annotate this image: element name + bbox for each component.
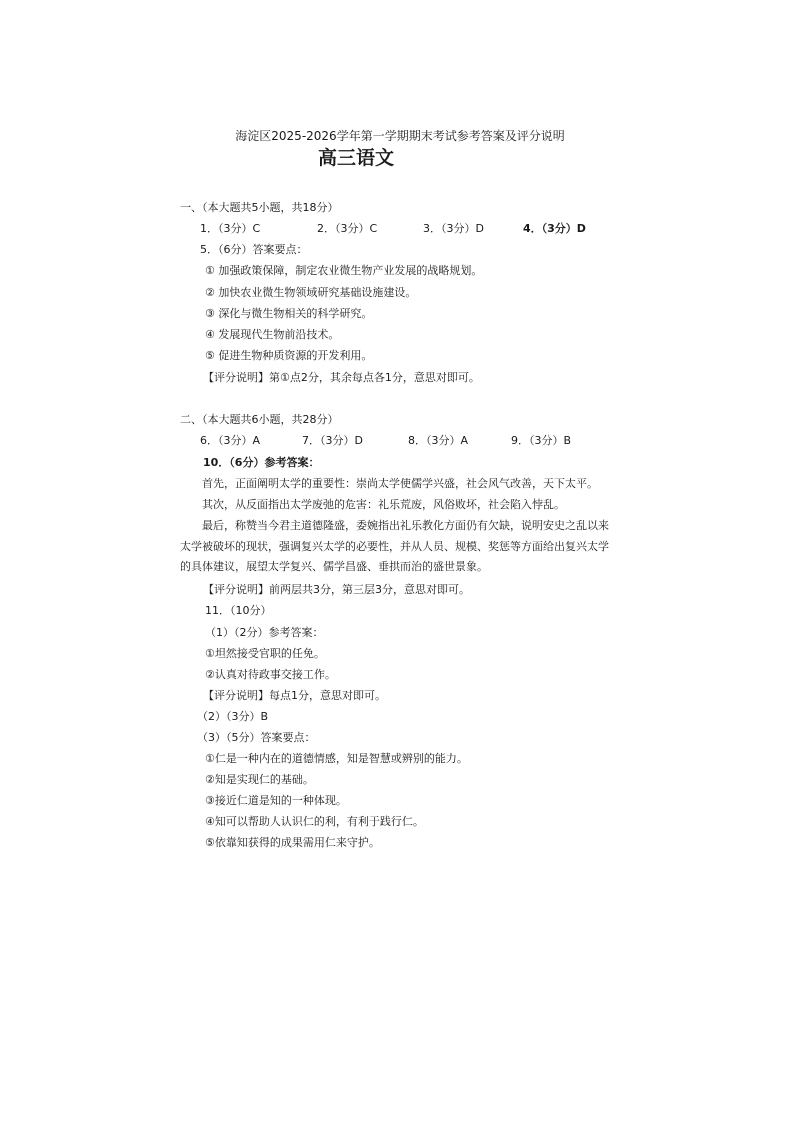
q10-paragraph: 最后，称赞当今君主道德隆盛，委婉指出礼乐教化方面仍有欠缺，说明安史之乱以来太学被破坏的现状，强调复兴太学的必要性，并从人员、规模、奖惩等方面给出复兴太学的具体建议，展望太学复兴、儒学昌盛、垂拱而治的盛世景象。 bbox=[180, 519, 609, 573]
q11-2-answer: （2）（3分）B bbox=[197, 710, 269, 723]
q11-1-scoring-note: 【评分说明】每点1分，意思对即可。 bbox=[203, 689, 386, 702]
q11-3-point-5: ⑤依靠知获得的成果需用仁来守护。 bbox=[205, 836, 380, 849]
document-title: 海淀区2025-2026学年第一学期期末考试参考答案及评分说明 bbox=[235, 129, 565, 143]
q11-1-point-1: ①坦然接受官职的任免。 bbox=[205, 647, 325, 660]
answer-q9: 9．（3分）B bbox=[511, 434, 572, 447]
q10-scoring-note: 【评分说明】前两层共3分，第三层3分，意思对即可。 bbox=[203, 583, 470, 596]
q5-point-4: ④ 发展现代生物前沿技术。 bbox=[205, 328, 340, 341]
q5-point-5: ⑤ 促进生物种质资源的开发利用。 bbox=[205, 349, 373, 362]
q11-3-point-3: ③接近仁道是知的一种体现。 bbox=[205, 794, 347, 807]
q5-heading: 5．（6分）答案要点： bbox=[200, 243, 308, 256]
answer-q7: 7．（3分）D bbox=[302, 434, 363, 447]
q11-3-heading: （3）（5分）答案要点： bbox=[197, 731, 316, 744]
q11-heading: 11．（10分） bbox=[205, 604, 272, 617]
answer-q8: 8．（3分）A bbox=[408, 434, 469, 447]
answer-q2: 2．（3分）C bbox=[317, 222, 378, 235]
answer-q6: 6．（3分）A bbox=[200, 434, 261, 447]
subject-title: 高三语文 bbox=[318, 147, 395, 169]
q5-point-2: ② 加快农业微生物领域研究基础设施建设。 bbox=[205, 286, 417, 299]
answer-q1: 1．（3分）C bbox=[200, 222, 261, 235]
q5-point-1: ① 加强政策保障，制定农业微生物产业发展的战略规划。 bbox=[205, 264, 483, 277]
answer-q3: 3．（3分）D bbox=[423, 222, 484, 235]
section2-heading: 二、（本大题共6小题，共28分） bbox=[180, 413, 339, 426]
q11-3-point-2: ②知是实现仁的基础。 bbox=[205, 773, 314, 786]
q5-scoring-note: 【评分说明】第①点2分，其余每点各1分，意思对即可。 bbox=[203, 371, 480, 384]
q11-1-point-2: ②认真对待政事交接工作。 bbox=[205, 668, 336, 681]
q11-3-point-1: ①仁是一种内在的道德情感，知是智慧或辨别的能力。 bbox=[205, 752, 468, 765]
answer-q4: 4．（3分）D bbox=[523, 222, 586, 235]
q11-3-point-4: ④知可以帮助人认识仁的利，有利于践行仁。 bbox=[205, 815, 424, 828]
q10-line-2: 其次，从反面指出太学废弛的危害：礼乐荒废，风俗败坏，社会陷入悖乱。 bbox=[202, 498, 565, 511]
q10-heading: 10．（6分）参考答案： bbox=[203, 456, 320, 469]
q11-1-heading: （1）（2分）参考答案： bbox=[205, 626, 324, 639]
q5-point-3: ③ 深化与微生物相关的科学研究。 bbox=[205, 307, 373, 320]
section1-heading: 一、（本大题共5小题，共18分） bbox=[180, 201, 339, 214]
q10-line-1: 首先，正面阐明太学的重要性：崇尚太学使儒学兴盛，社会风气改善，天下太平。 bbox=[202, 477, 598, 490]
